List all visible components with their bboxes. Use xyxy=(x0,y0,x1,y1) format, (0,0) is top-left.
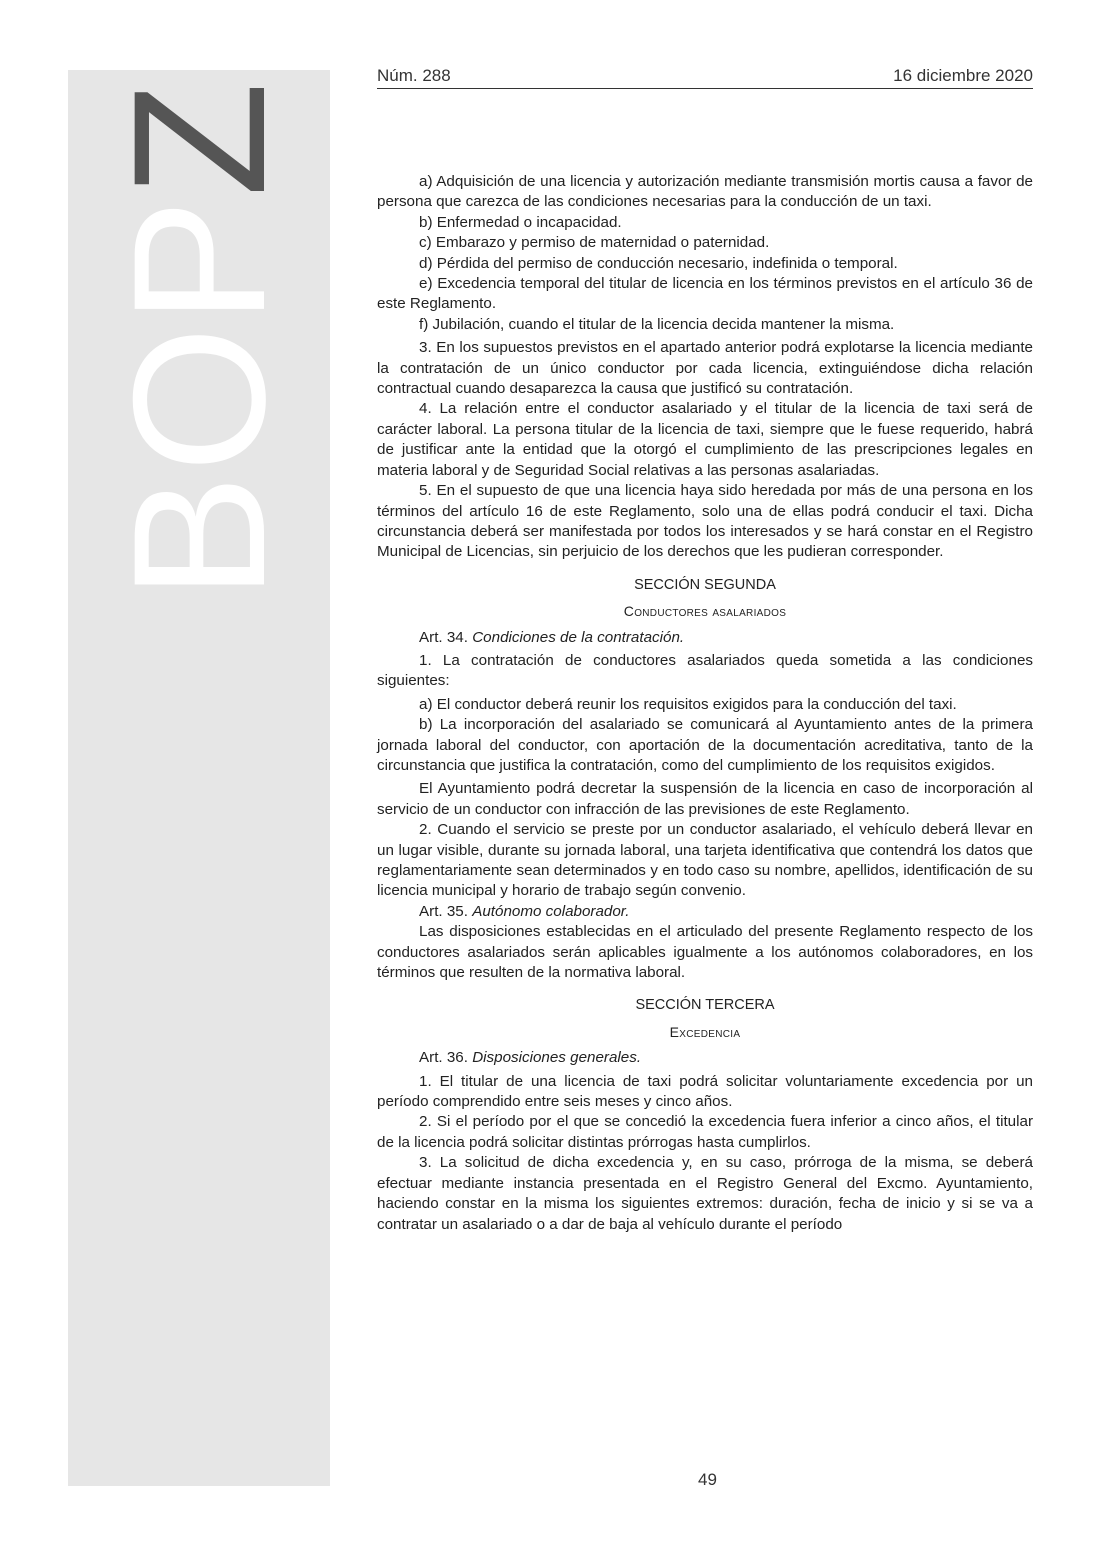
art34-paragraph-1: 1. La contratación de conductores asalariados queda sometida a las condiciones siguientes: xyxy=(377,651,1033,690)
art34-suspension: El Ayuntamiento podrá decretar la suspensión de la licencia en caso de incorporación al servicio de un conductor con infracción de las previsiones de este Reglamento. xyxy=(377,780,1033,818)
article-36-title: Disposiciones generales. xyxy=(472,1049,642,1067)
issue-date: 16 diciembre 2020 xyxy=(893,66,1033,85)
paragraph-item-d: d) Pérdida del permiso de conducción necesario, indefinida o temporal. xyxy=(419,254,898,272)
logo-text-z: Z xyxy=(94,80,304,197)
art36-paragraph-2: 2. Si el período por el que se concedió la excedencia fuera inferior a cinco años, el titular de la licencia podrá solicitar distintas prórrogas hasta cumplirlos. xyxy=(377,1113,1033,1151)
article-34-title: Condiciones de la contratación. xyxy=(472,628,685,646)
document-body xyxy=(377,172,1033,1235)
art36-paragraph-1: 1. El titular de una licencia de taxi podrá solicitar voluntariamente excedencia por un período comprendido entre seis meses y cinco años. xyxy=(377,1072,1033,1111)
paragraph-item-f: f) Jubilación, cuando el titular de la licencia decida mantener la misma. xyxy=(419,315,895,333)
article-36-number: Art. 36. xyxy=(419,1049,468,1067)
issue-number: Núm. 288 xyxy=(377,66,451,85)
paragraph-item-b: b) Enfermedad o incapacidad. xyxy=(419,213,622,231)
page-number: 49 xyxy=(698,1470,717,1489)
article-34-heading xyxy=(377,628,1033,648)
paragraph-3: 3. En los supuestos previstos en el apartado anterior podrá explotarse la licencia mediante la contratación de un único conductor por cada licencia, extinguiéndose dicha relación contractual cuando desaparezca la causa que justificó su contratación. xyxy=(377,339,1033,398)
art36-paragraph-3: 3. La solicitud de dicha excedencia y, en su caso, prórroga de la misma, se deberá efectuar mediante instancia presentada en el Registro General del Excmo. Ayuntamiento, haciendo constar en la misma los siguientes extremos: duración, fecha de inicio y si se va a contratar un asalariado o a dar de baja al vehículo durante el período xyxy=(377,1154,1033,1233)
article-35-heading xyxy=(377,902,1033,922)
section-subtitle-asalariados: Conductores asalariados xyxy=(623,603,787,620)
article-36-heading xyxy=(377,1048,1033,1068)
page-header xyxy=(377,66,1033,89)
article-35-title: Autónomo colaborador. xyxy=(472,902,630,920)
paragraph-5: 5. En el supuesto de que una licencia haya sido heredada por más de una persona en los términos del artículo 16 de este Reglamento, solo una de ellas podrá conducir el taxi. Dicha circunstancia deberá ser manifestada por todos los interesados y se hará constar en el Registro Municipal de Licencias, sin perjuicio de los derechos que les pudieran corresponder. xyxy=(377,482,1033,561)
paragraph-item-c: c) Embarazo y permiso de maternidad o paternidad. xyxy=(419,234,770,252)
article-34-number: Art. 34. xyxy=(419,628,468,646)
paragraph-4: 4. La relación entre el conductor asalariado y el titular de la licencia de taxi será de carácter laboral. La persona titular de la licencia de taxi, siempre que le fuese requerido, habrá de justificar ante la entidad que la otorgó el cumplimiento de las prescripciones legales en materia laboral y de Seguridad Social relativas a las personas asalariadas. xyxy=(377,400,1033,479)
section-title-tercera: SECCIÓN TERCERA xyxy=(635,997,775,1014)
section-subtitle-excedencia: Excedencia xyxy=(669,1023,741,1040)
art35-text: Las disposiciones establecidas en el articulado del presente Reglamento respecto de los conductores asalariados serán aplicables igualmente a los autónomos colaboradores, en los términos que resulten de la normativa laboral. xyxy=(377,923,1033,982)
section-title-segunda: SECCIÓN SEGUNDA xyxy=(634,576,776,593)
art34-paragraph-2: 2. Cuando el servicio se preste por un conductor asalariado, el vehículo deberá llevar en un lugar visible, durante su jornada laboral, una tarjeta identificativa que contendrá los datos que reglamentariamente sean determinados y en todo caso su nombre, apellidos, identificación de su licencia municipal y horario de trabajo según convenio. xyxy=(377,821,1033,900)
paragraph-item-a: a) Adquisición de una licencia y autorización mediante transmisión mortis causa a favor de persona que carezca de las condiciones necesarias para la conducción de un taxi. xyxy=(377,173,1033,211)
art34-item-b: b) La incorporación del asalariado se comunicará al Ayuntamiento antes de la primera jornada laboral del conductor, con aportación de la documentación acreditativa, tanto de la circunstancia que justifica la contratación, como del cumplimiento de los requisitos exigidos. xyxy=(377,716,1033,774)
art34-item-a: a) El conductor deberá reunir los requisitos exigidos para la conducción del taxi. xyxy=(419,695,957,713)
article-35-number: Art. 35. xyxy=(419,902,468,920)
bopz-logo xyxy=(94,80,304,600)
logo-text-main: BOP xyxy=(94,196,304,600)
paragraph-item-e: e) Excedencia temporal del titular de licencia en los términos previstos en el artículo 36 de este Reglamento. xyxy=(377,275,1033,313)
